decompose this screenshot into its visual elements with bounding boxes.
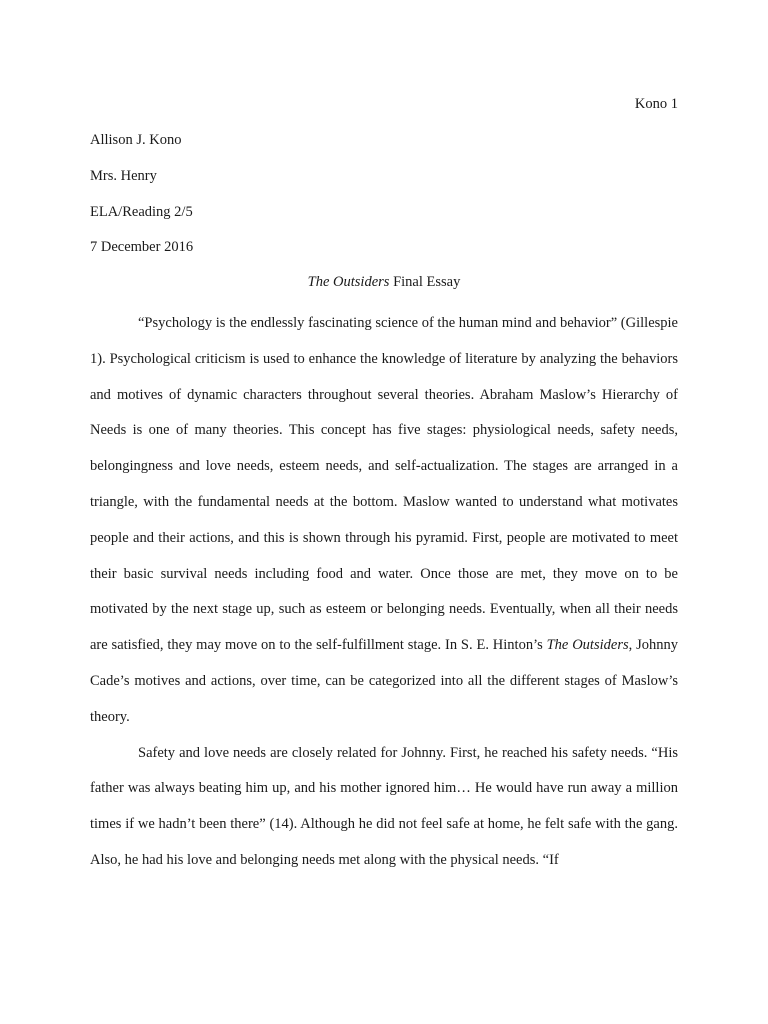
running-head: Kono 1 xyxy=(634,96,678,112)
teacher-name: Mrs. Henry xyxy=(90,168,157,184)
title-rest: Final Essay xyxy=(389,274,461,290)
course-name: ELA/Reading 2/5 xyxy=(90,204,193,220)
essay-title xyxy=(90,272,678,292)
title-book: The Outsiders xyxy=(307,274,390,290)
student-name: Allison J. Kono xyxy=(90,132,182,148)
paragraph-1-part-2: , Johnny Cade’s motives and actions, over time, can be categorized into all the different stages of Maslow’s theory. xyxy=(90,637,678,725)
essay-body xyxy=(90,306,678,879)
paragraph-1-book-title: The Outsiders xyxy=(546,637,629,654)
essay-date: 7 December 2016 xyxy=(90,239,194,255)
paragraph-2: Safety and love needs are closely related for Johnny. First, he reached his safety needs. “His father was always beating him up, and his mother ignored him… He would have run away a million times if we hadn’t been there” (14). Although he did not feel safe at home, he felt safe with the gang. Also, he had his love and belonging needs met along with the physical needs. “If xyxy=(90,744,678,868)
paragraph-1 xyxy=(90,306,678,736)
paragraph-1-part-1: “Psychology is the endlessly fascinating science of the human mind and behavior” (Gillespie 1). Psychological criticism is used to enhance the knowledge of literature by analyzing the behaviors and motives of dynamic characters throughout several theories. Abraham Maslow’s Hierarchy of Needs is one of many theories. This concept has five stages: physiological needs, safety needs, belongingness and love needs, esteem needs, and self-actualization. The stages are arranged in a triangle, with the fundamental needs at the bottom. Maslow wanted to understand what motivates people and their actions, and this is shown through his pyramid. First, people are motivated to meet their basic survival needs including food and water. Once those are met, they move on to be motivated by the next stage up, such as esteem or belonging needs. Eventually, when all their needs are satisfied, they may move on to the self-fulfillment stage. In S. E. Hinton’s xyxy=(90,315,678,654)
